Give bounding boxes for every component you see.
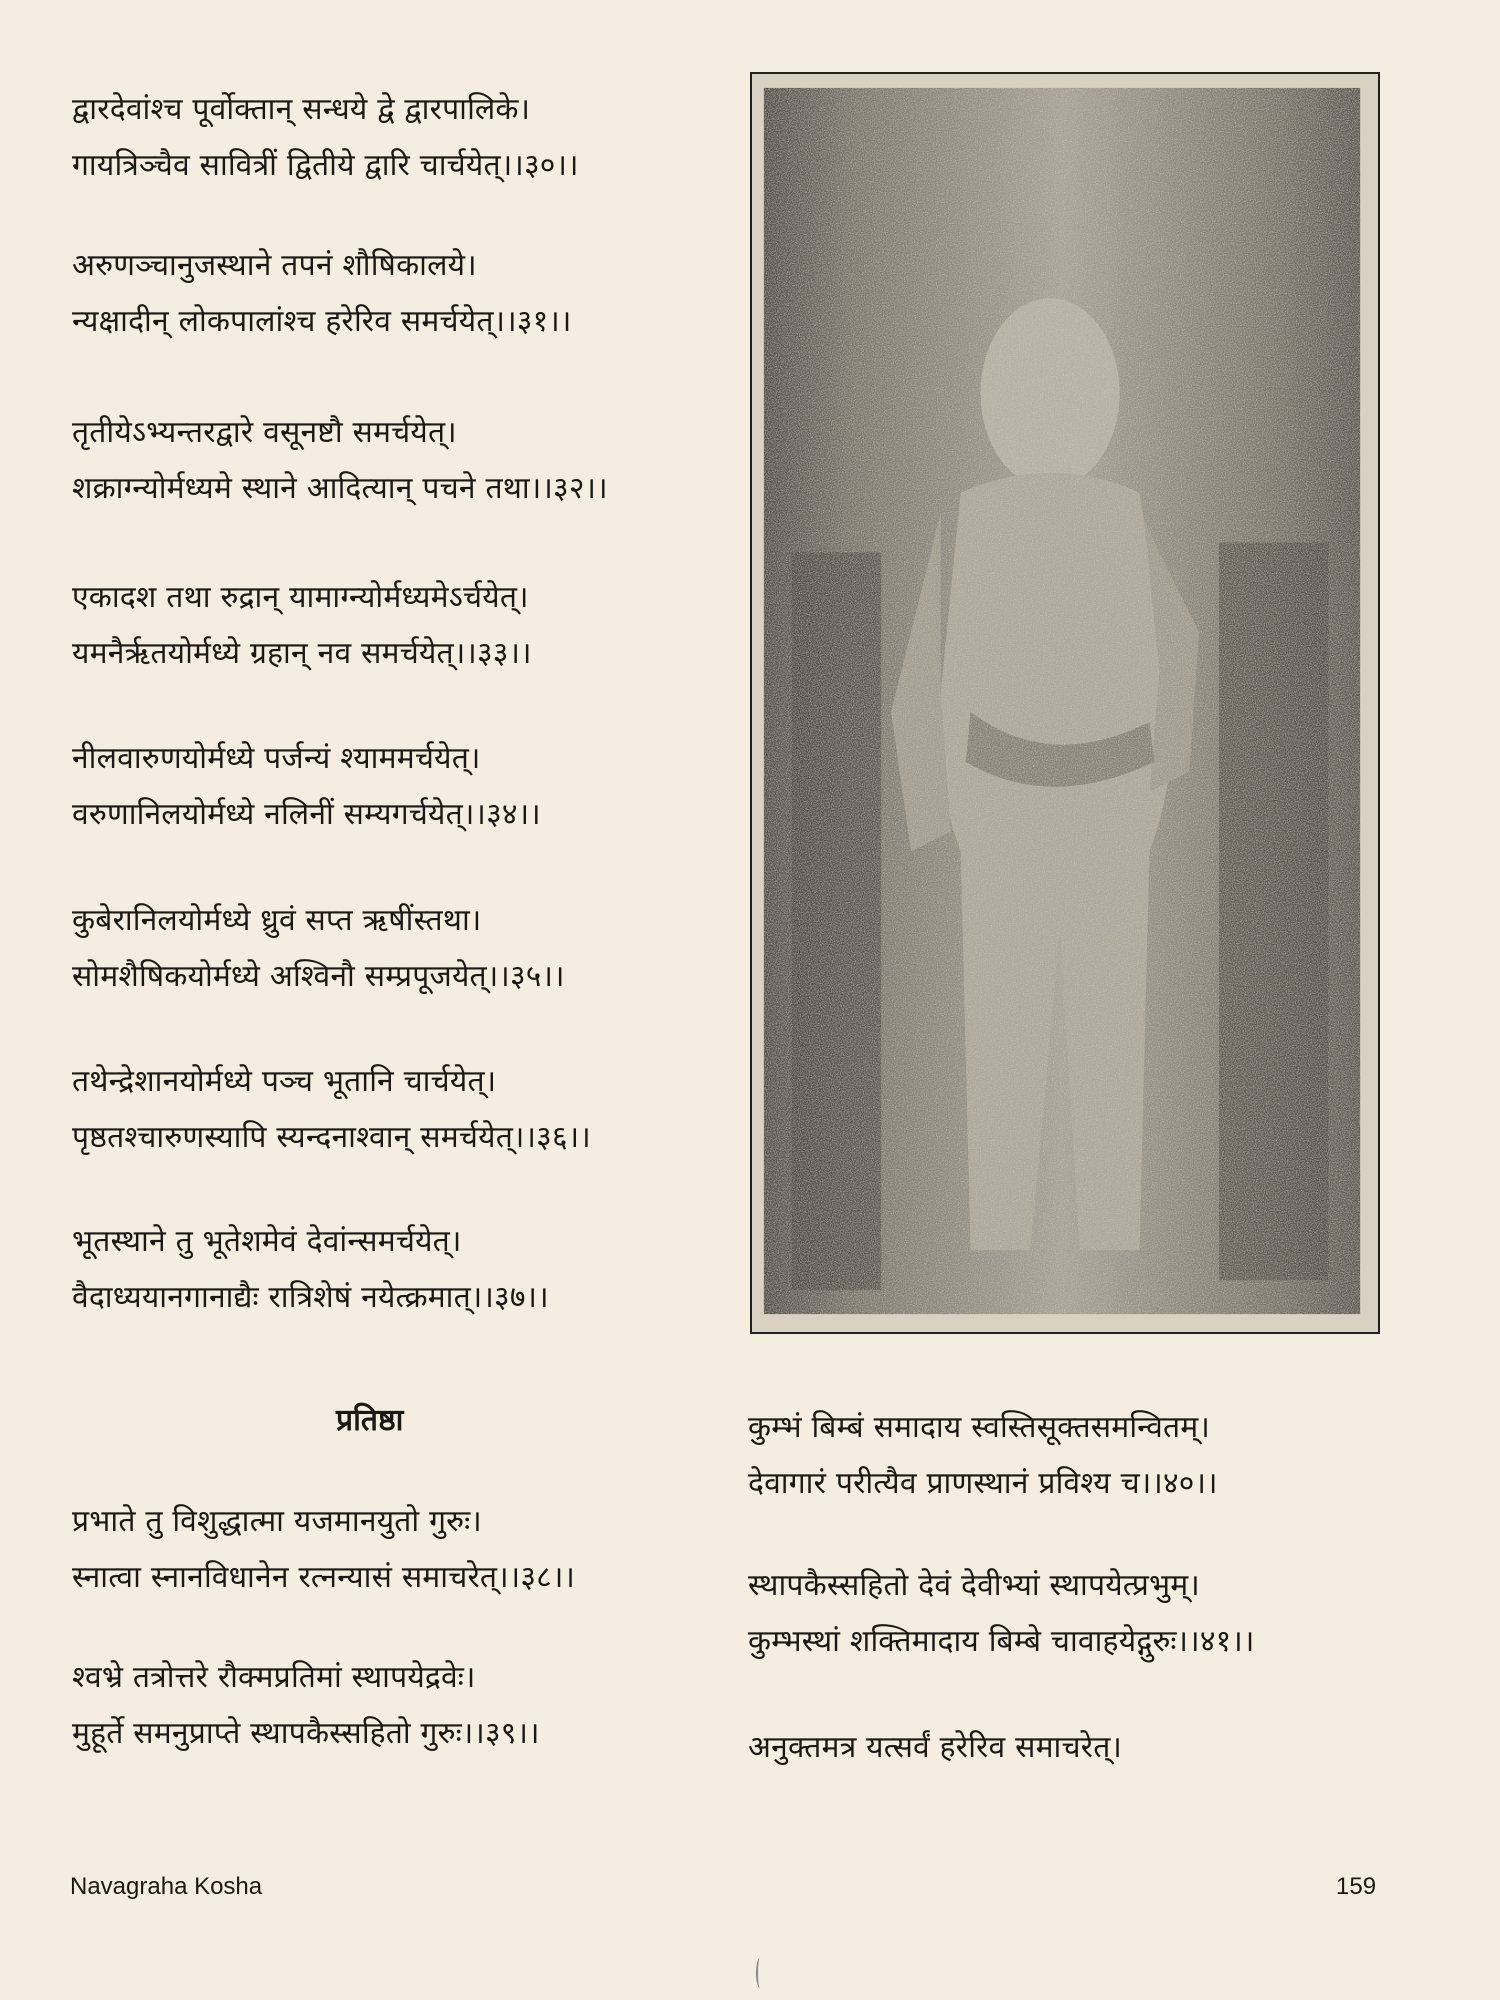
verse-line: नीलवारुणयोर्मध्ये पर्जन्यं श्याममर्चयेत्। — [72, 741, 481, 776]
verse-37 — [72, 1214, 712, 1326]
verse-31 — [72, 238, 712, 350]
page-number: 159 — [1336, 1873, 1377, 1900]
section-heading: प्रतिष्ठा — [336, 1403, 404, 1438]
verse-line: वैदाध्ययानगानाद्यैः रात्रिशेषं नयेत्क्रमात्।।३७।। — [72, 1280, 549, 1315]
verse-line: अरुणञ्चानुजस्थाने तपनं शौषिकालये। — [72, 248, 477, 283]
verse-42-partial — [748, 1720, 1448, 1776]
verse-30 — [72, 82, 712, 194]
verse-line: कुबेरानिलयोर्मध्ये ध्रुवं सप्त ऋषींस्तथा। — [72, 903, 482, 938]
verse-line: न्यक्षादीन् लोकपालांश्च हरेरिव समर्चयेत्।।३१।। — [72, 304, 572, 339]
verse-line: कुम्भस्थां शक्तिमादाय बिम्बे चावाहयेद्गुरुः।।४१।। — [748, 1624, 1255, 1659]
verse-line: देवागारं परीत्यैव प्राणस्थानं प्रविश्य च।।४०।। — [748, 1466, 1218, 1501]
verse-line: भूतस्थाने तु भूतेशमेवं देवांन्समर्चयेत्। — [72, 1224, 462, 1259]
verse-line: कुम्भं बिम्बं समादाय स्वस्तिसूक्तसमन्वितम्। — [748, 1410, 1211, 1445]
verse-line: यमनैर्ऋतयोर्मध्ये ग्रहान् नव समर्चयेत्।।३३।। — [72, 636, 532, 671]
verse-34 — [72, 731, 712, 843]
verse-line: गायत्रिञ्चैव सावित्रीं द्वितीये द्वारि चार्चयेत्।।३०।। — [72, 148, 579, 183]
verse-line: स्थापकैस्सहितो देवं देवीभ्यां स्थापयेत्प्रभुम्। — [748, 1568, 1200, 1603]
verse-line: वरुणानिलयोर्मध्ये नलिनीं सम्यगर्चयेत्।।३४।। — [72, 797, 541, 832]
verse-39 — [72, 1650, 712, 1762]
verse-36 — [72, 1054, 712, 1166]
verse-line: सोमशैषिकयोर्मध्ये अश्विनौ सम्प्रपूजयेत्।।३५।। — [72, 959, 565, 994]
verse-line: श्वभ्रे तत्रोत्तरे रौक्मप्रतिमां स्थापयेद्रवेः। — [72, 1660, 476, 1695]
stone-relief-image — [752, 74, 1378, 1332]
verse-line: तथेन्द्रेशानयोर्मध्ये पञ्च भूतानि चार्चयेत्। — [72, 1064, 497, 1099]
book-title: Navagraha Kosha — [70, 1873, 263, 1900]
verse-40 — [748, 1400, 1448, 1512]
verse-41 — [748, 1558, 1448, 1670]
verse-line: स्नात्वा स्नानविधानेन रत्नन्यासं समाचरेत्।।३८।। — [72, 1560, 576, 1595]
verse-line: प्रभाते तु विशुद्धात्मा यजमानयुतो गुरुः। — [72, 1504, 482, 1539]
verse-32 — [72, 405, 712, 517]
binding-mark — [756, 1958, 764, 1988]
verse-line: मुहूर्ते समनुप्राप्ते स्थापकैस्सहितो गुरुः।।३९।। — [72, 1716, 540, 1751]
verse-38 — [72, 1494, 712, 1606]
verse-line: अनुक्तमत्र यत्सर्वं हरेरिव समाचरेत्। — [748, 1730, 1123, 1765]
verse-35 — [72, 893, 712, 1005]
verse-33 — [72, 570, 712, 682]
verse-line: एकादश तथा रुद्रान् यामाग्न्योर्मध्यमेऽर्चयेत्। — [72, 580, 529, 615]
sculpture-photo — [750, 72, 1380, 1334]
verse-line: द्वारदेवांश्च पूर्वोक्तान् सन्धये द्वे द्वारपालिके। — [72, 92, 531, 127]
verse-line: शक्राग्न्योर्मध्यमे स्थाने आदित्यान् पचने तथा।।३२।। — [72, 471, 608, 506]
verse-line: पृष्ठतश्चारुणस्यापि स्यन्दनाश्वान् समर्चयेत्।।३६।। — [72, 1120, 591, 1155]
verse-line: तृतीयेऽभ्यन्तरद्वारे वसूनष्टौ समर्चयेत्। — [72, 415, 457, 450]
